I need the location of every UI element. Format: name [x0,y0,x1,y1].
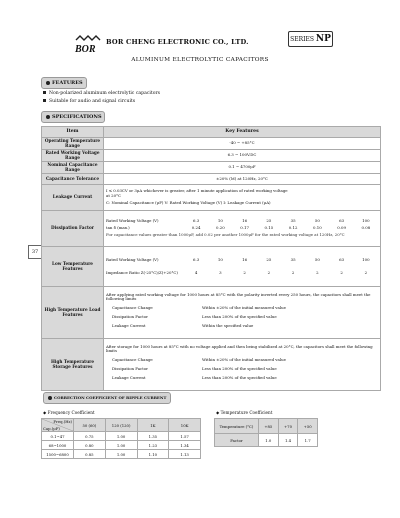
column-header-key-features: Key Features [104,127,381,138]
row-label: High Temperature Storage Features [42,339,104,391]
temperature-coefficient-table [214,418,318,447]
table-header-row [42,127,381,138]
frequency-coefficient-table [41,418,201,459]
factor-label: Factor [215,434,259,447]
square-bullet-icon [43,99,46,102]
bullet-icon [46,115,50,119]
row-label: Nominal Capacitance Range [42,162,104,174]
row-label: Operating Temperature Range [42,138,104,150]
limit-row: Leakage Current Less than 200% of the specified value [112,374,277,380]
row-value: 6.3 ~ 100V.DC [104,150,381,162]
row-value: 0.1 ~ 4700μF [104,162,381,174]
table-row: Factor 1.0 1.4 1.7 [215,434,318,447]
frequency-header-row [42,419,201,432]
bullet-icon [46,81,50,85]
row-label: Capacitance Tolerance [42,174,104,185]
table-row [42,174,381,185]
row-value: ±20% (M) at 120Hz, 20°C [104,174,381,185]
temperature-header: Temperature (°C) [215,419,259,434]
table-row [42,150,381,162]
feature-item: Suitable for audio and signal circuits [43,99,135,104]
company-name: BOR CHENG ELECTRONIC CO., LTD. [106,38,249,46]
cap-range: 0.1~47 [42,432,74,441]
row-label: Dissipation Factor [42,211,104,247]
impedance-ratio-row: Impedance Ratio Z(-25°C)/Z(+20°C) 4 3 2 2 2 2 2 2 [106,269,368,275]
bullet-icon: ◆ [216,410,221,415]
cap-range: 1500~6800 [42,450,74,459]
table-row [42,162,381,174]
frequency-header: 50 (60) [74,419,106,432]
frequency-header: 120 (120) [105,419,137,432]
table-row: 0.1~47 0.75 1.00 1.35 1.57 [42,432,201,441]
table-row [42,138,381,150]
dissipation-factor-cell: Rated Working Voltage (V) 6.3 10 16 25 35 50 63 100 tan δ (max.) 0.24 0.20 0.17 0.15 0.12 0.10 0.09 0.08 For capacitance values greater than 1000μF, add 0.02 per another 1000μF for the rated working voltage at 120Hz, 20°C [104,211,381,247]
bullet-icon [48,396,52,400]
specifications-table [41,126,381,391]
document-subtitle: ALUMINUM ELECTROLYTIC CAPACITORS [131,57,269,63]
row-value: -40 ~ +85°C [104,138,381,150]
table-row: 68~1000 0.80 1.00 1.23 1.34 [42,441,201,450]
table-row [42,287,381,339]
column-header-item: Item [42,127,104,138]
series-badge [288,31,333,47]
specifications-heading [41,111,105,123]
row-value: I ≤ 0.03CV or 3μA whichever is greater, after 1 minute application of rated working voltage at 20°C C: Nominal Capacitance (μF) V: Rated Working Voltage (V) I: Leakage Current (μA) [104,185,381,211]
storage-cell: After storage for 1000 hours at 85°C with no voltage applied and then being stabilized at 20°C, the capacitors shall meet the following limits Capacitance Change Within ±20% of the initial measured value Dissipation Factor Less than 200% of the specified value Leakage Current Less than 200% of the specified value [104,339,381,391]
load-cell: After applying rated working voltage for 1000 hours at 85°C with the polarity inverted every 250 hours, the capacitors shall meet the following limits Capacitance Change Within ±20% of the initial measured value Dissipation Factor Less than 200% of the specified value Leakage Current Within the specified value [104,287,381,339]
temperature-header-row: Temperature (°C) +85 +70 +50 [215,419,318,434]
row-label: High Temperature Load Features [42,287,104,339]
specifications-title: SPECIFICATIONS [52,114,102,120]
frequency-caption: ◆ Frequency Coefficient [43,410,95,415]
series-prefix: SERIES [290,36,314,43]
feature-item: Non-polarized aluminum electrolytic capacitors [43,91,160,96]
table-row [42,211,381,247]
table-row: 1500~6800 0.85 1.00 1.10 1.13 [42,450,201,459]
features-heading [41,77,87,89]
bullet-icon: ◆ [43,410,48,415]
cap-range: 68~1000 [42,441,74,450]
limit-row: Dissipation Factor Less than 200% of the specified value [112,313,277,319]
ripple-heading [43,392,171,404]
page-number: 37 [28,245,42,259]
features-title: FEATURES [52,80,83,86]
limit-row: Leakage Current Within the specified value [112,322,254,328]
voltage-row: Rated Working Voltage (V) 6.3 10 16 25 35 50 63 100 [106,256,370,262]
table-row [42,247,381,287]
diagonal-header-cell: Freq.(Hz) Cap.(μF) [43,419,72,431]
low-temperature-cell [104,247,381,287]
limit-row: Capacitance Change Within ±20% of the initial measured value [112,357,286,363]
logo-text: BOR [75,44,96,55]
limit-row: Capacitance Change Within ±20% of the initial measured value [112,305,286,311]
table-row [42,339,381,391]
frequency-header: 1K [137,419,169,432]
series-code: NP [315,34,331,44]
ripple-title: CORRECTION COEFFICIENT OF RIPPLE CURRENT [54,395,167,400]
frequency-header: 10K [169,419,201,432]
bor-logo [74,35,104,55]
row-label: Leakage Current [42,185,104,211]
square-bullet-icon [43,91,46,94]
table-row [42,185,381,211]
row-label: Low Temperature Features [42,247,104,287]
limit-row: Dissipation Factor Less than 200% of the specified value [112,365,277,371]
voltage-row: Rated Working Voltage (V) 6.3 10 16 25 35 50 63 100 [106,218,370,224]
tan-delta-row: tan δ (max.) 0.24 0.20 0.17 0.15 0.12 0.10 0.09 0.08 [106,225,371,231]
row-label: Rated Working Voltage Range [42,150,104,162]
temperature-caption: ◆ Temperature Coefficient [216,410,273,415]
